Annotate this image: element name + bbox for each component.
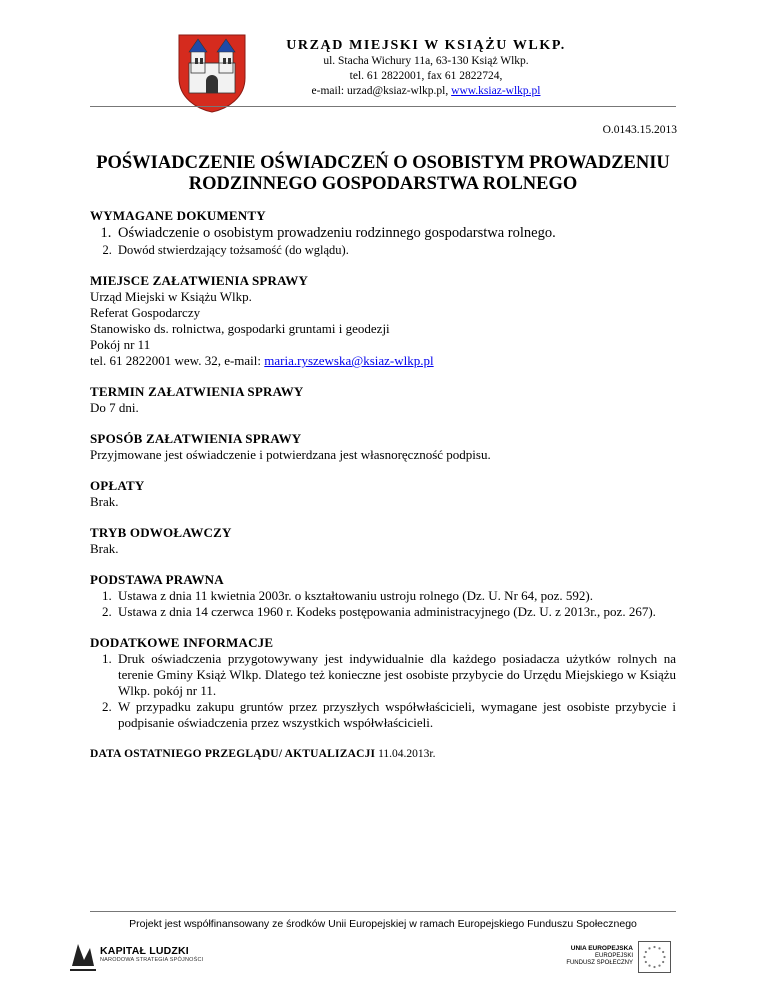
- required-documents-section: [90, 208, 676, 258]
- cofinancing-note: Projekt jest współfinansowany ze środków Unii Europejskiej w ramach Europejskiego Funduszu Społecznego: [129, 918, 637, 930]
- location-contact: [90, 353, 676, 369]
- reference-number: O.0143.15.2013: [602, 124, 677, 136]
- eu-line-1: UNIA EUROPEJSKA: [570, 945, 633, 952]
- section-text: Przyjmowane jest oświadczenie i potwierdzana jest własnoręczność podpisu.: [90, 447, 491, 462]
- list-item: 1. Ustawa z dnia 11 kwietnia 2003r. o kształtowaniu ustroju rolnego (Dz. U. Nr 64, poz. 592).: [115, 588, 676, 604]
- required-documents-list: [90, 224, 676, 258]
- footer-divider: [90, 911, 676, 912]
- list-item: 1. Druk oświadczenia przygotowywany jest indywidualnie dla każdego posiadacza użytków rolnych na terenie Gminy Książ Wlkp. Dlatego też konieczne jest osobiste przybycie do Urzędu Miejskiego w Książu Wlkp. pokój nr 11.: [115, 651, 676, 699]
- location-line: Urząd Miejski w Książu Wlkp.: [90, 289, 252, 304]
- eu-star: [648, 947, 650, 949]
- review-date: [90, 746, 676, 762]
- office-name: URZĄD MIEJSKI W KSIĄŻU WLKP.: [286, 38, 566, 53]
- location-line: Stanowisko ds. rolnictwa, gospodarki gruntami i geodezji: [90, 321, 390, 336]
- review-label: DATA OSTATNIEGO PRZEGLĄDU/ AKTUALIZACJI: [90, 748, 376, 760]
- location-line: Pokój nr 11: [90, 337, 151, 352]
- eu-star: [653, 946, 655, 948]
- eu-star: [653, 966, 655, 968]
- legal-basis-section: [90, 572, 676, 620]
- office-email: e-mail: urzad@ksiaz-wlkp.pl,: [311, 85, 452, 97]
- section-text: Do 7 dni.: [90, 400, 139, 415]
- list-item: 2. Ustawa z dnia 14 czerwca 1960 r. Kodeks postępowania administracyjnego (Dz. U. z 2013r., poz. 267).: [115, 604, 676, 620]
- deadline-section: [90, 384, 676, 416]
- list-item: 2. W przypadku zakupu gruntów przez przyszłych współwłaścicieli, wymagane jest osobiste przybycie i podpisanie oświadczenia przez wszystkich współwłaścicieli.: [115, 699, 676, 731]
- fees-section: [90, 478, 676, 510]
- section-text: Brak.: [90, 541, 119, 556]
- additional-info-list: [90, 651, 676, 731]
- header-divider: [90, 106, 676, 107]
- eu-text: [545, 945, 633, 968]
- eu-star: [658, 965, 660, 967]
- eu-star: [662, 951, 664, 953]
- location-line: Referat Gospodarczy: [90, 305, 201, 320]
- eu-star: [663, 956, 665, 958]
- document-title: [90, 153, 676, 195]
- review-date-value: 11.04.2013r.: [378, 748, 436, 760]
- method-section: [90, 431, 676, 463]
- eu-star: [645, 951, 647, 953]
- appeal-section: [90, 525, 676, 557]
- office-contact: [262, 84, 590, 99]
- section-heading: TRYB ODWOŁAWCZY: [90, 525, 232, 540]
- kl-subtitle: NARODOWA STRATEGIA SPÓJNOŚCI: [100, 957, 204, 963]
- kapital-ludzki-text: [100, 945, 203, 963]
- eu-line-2: EUROPEJSKI: [594, 952, 633, 959]
- kl-title: KAPITAŁ LUDZKI: [100, 945, 189, 957]
- eu-star: [648, 965, 650, 967]
- section-heading: SPOSÓB ZAŁATWIENIA SPRAWY: [90, 431, 302, 446]
- office-header: [262, 38, 590, 99]
- section-heading: PODSTAWA PRAWNA: [90, 572, 224, 587]
- office-phone-fax: tel. 61 2822001, fax 61 2822724,: [349, 70, 503, 82]
- document-body: [90, 208, 676, 777]
- legal-basis-list: [90, 588, 676, 620]
- section-heading: WYMAGANE DOKUMENTY: [90, 208, 266, 223]
- contact-phone: tel. 61 2822001 wew. 32, e-mail:: [90, 353, 265, 368]
- section-heading: OPŁATY: [90, 478, 145, 493]
- list-item: 1. Oświadczenie o osobistym prowadzeniu rodzinnego gospodarstwa rolnego.: [115, 224, 676, 242]
- eu-star: [643, 956, 645, 958]
- additional-info-section: [90, 635, 676, 731]
- section-text: Brak.: [90, 494, 119, 509]
- title-line-2: RODZINNEGO GOSPODARSTWA ROLNEGO: [188, 174, 578, 194]
- section-heading: MIEJSCE ZAŁATWIENIA SPRAWY: [90, 273, 309, 288]
- section-heading: TERMIN ZAŁATWIENIA SPRAWY: [90, 384, 304, 399]
- list-item: 2. Dowód stwierdzający tożsamość (do wglądu).: [115, 242, 676, 258]
- office-address: ul. Stacha Wichury 11a, 63-130 Książ Wlkp.: [323, 55, 529, 67]
- eu-line-3: FUNDUSZ SPOŁECZNY: [566, 960, 633, 966]
- eu-star: [658, 947, 660, 949]
- title-line-1: POŚWIADCZENIE OŚWIADCZEŃ O OSOBISTYM PROWADZENIU: [96, 153, 670, 173]
- eu-flag-icon: [638, 941, 671, 973]
- coat-of-arms-logo: [177, 33, 247, 113]
- location-section: [90, 273, 676, 369]
- eu-star: [662, 961, 664, 963]
- section-heading: DODATKOWE INFORMACJE: [90, 635, 274, 650]
- contact-email-link[interactable]: maria.ryszewska@ksiaz-wlkp.pl: [264, 353, 434, 368]
- eu-star: [645, 961, 647, 963]
- website-link[interactable]: www.ksiaz-wlkp.pl: [451, 85, 541, 97]
